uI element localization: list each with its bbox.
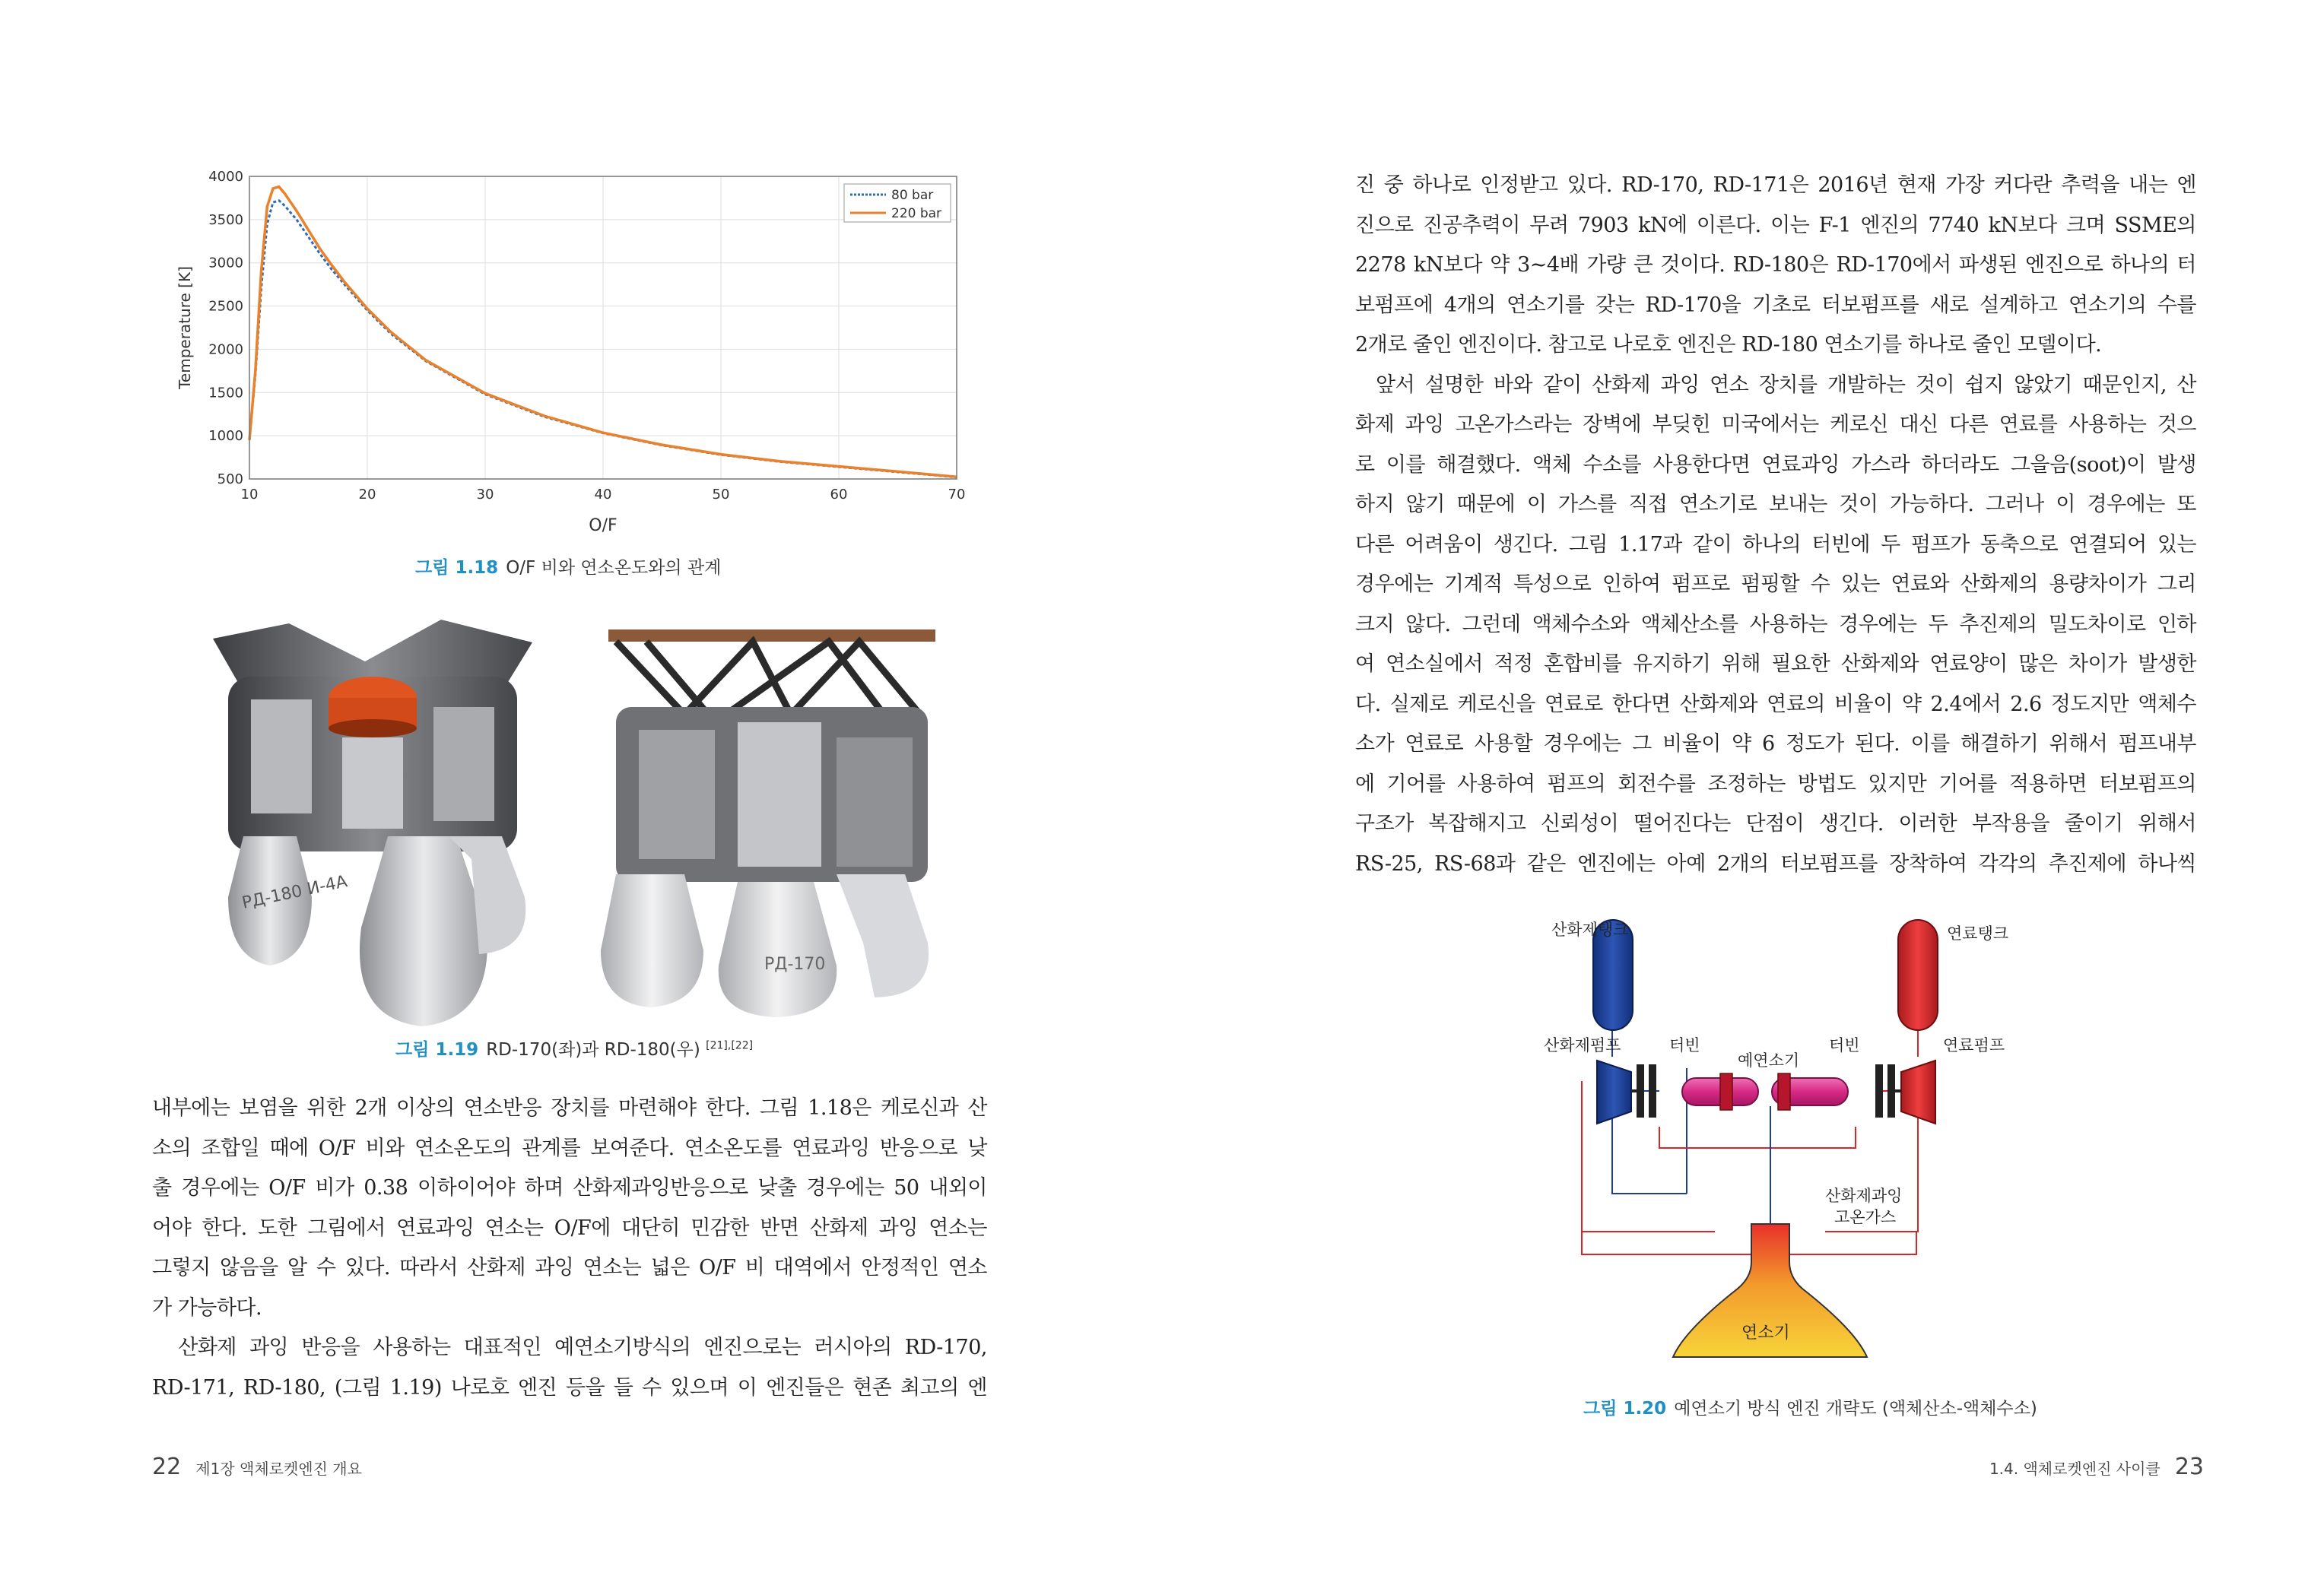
y-tick-label: 3500 bbox=[208, 211, 243, 228]
preburner-engine-schematic bbox=[1521, 905, 2053, 1361]
x-axis-label: O/F bbox=[589, 516, 618, 535]
paragraph bbox=[152, 1328, 987, 1408]
y-tick-label: 4000 bbox=[208, 169, 243, 185]
text-line: 하지 않기 때문에 이 가스를 직접 연소기로 보내는 것이 가능하다. 그러나 이 경우에는 또 bbox=[1355, 493, 2196, 516]
nozzle-marking: РД-180 И-4А bbox=[240, 872, 349, 913]
x-tick-label: 40 bbox=[594, 487, 612, 503]
text-line: 에 기어를 사용하여 펌프의 회전수를 조정하는 방법도 있지만 기어를 적용하면 터보펌프의 bbox=[1355, 772, 2196, 796]
text-line: 로 이를 해결했다. 액체 수소를 사용한다면 연료과잉 가스라 하더라도 그을음(soot)이 발생 bbox=[1355, 452, 2196, 477]
right-footer bbox=[1989, 1454, 2204, 1480]
hot-gas-label-2: 고온가스 bbox=[1834, 1208, 1897, 1226]
y-tick-label: 500 bbox=[217, 471, 243, 487]
x-tick-label: 20 bbox=[358, 487, 376, 503]
of-temperature-chart bbox=[175, 167, 989, 547]
page-number: 23 bbox=[2174, 1454, 2204, 1480]
text-line: 가 가능하다. bbox=[152, 1295, 262, 1320]
chart-legend bbox=[844, 184, 951, 222]
caption-number: 그림 1.18 bbox=[415, 558, 499, 578]
caption-number: 그림 1.19 bbox=[395, 1040, 479, 1060]
paragraph bbox=[1355, 166, 2196, 366]
rd180-photo bbox=[601, 623, 943, 1019]
right-page bbox=[1162, 0, 2324, 1576]
nozzle-marking-rd: РД-170 bbox=[764, 955, 826, 974]
text-line: 어야 한다. 도한 그림에서 연료과잉 연소는 O/F에 대단히 민감한 반면 산화제 과잉 연소는 bbox=[152, 1216, 987, 1240]
left-body-text bbox=[152, 1089, 987, 1408]
x-tick-label: 60 bbox=[830, 487, 848, 503]
y-tick-label: 3000 bbox=[208, 255, 243, 271]
y-axis-label: Temperature [K] bbox=[176, 266, 194, 389]
text-line: 화제 과잉 고온가스라는 장벽에 부딪힌 미국에서는 케로신 대신 다른 연료를 사용하는 것으 bbox=[1355, 413, 2196, 436]
text-line: 구조가 복잡해지고 신뢰성이 떨어진다는 단점이 생긴다. 이러한 부작용을 줄이기 위해서 bbox=[1355, 812, 2196, 836]
text-line: 앞서 설명한 바와 같이 산화제 과잉 연소 장치를 개발하는 것이 쉽지 않았기 때문인지, 산 bbox=[1355, 373, 2196, 397]
y-tick-label: 2000 bbox=[208, 341, 243, 358]
caption-text: RD-170(좌)과 RD-180(우) bbox=[486, 1040, 700, 1060]
text-line: 내부에는 보염을 위한 2개 이상의 연소반응 장치를 마련해야 한다. 그림 1.18은 케로신과 산 bbox=[152, 1096, 987, 1120]
paragraph bbox=[1355, 366, 2196, 885]
legend-220bar: 220 bar bbox=[891, 206, 942, 221]
x-tick-label: 10 bbox=[240, 487, 259, 503]
text-line: 다. 실제로 케로신을 연료로 한다면 산화제와 연료의 비율이 약 2.4에서 2.6 정도지만 액체수 bbox=[1355, 692, 2196, 716]
text-line: 2278 kN보다 약 3~4배 가량 큰 것이다. RD-180은 RD-170에서 파생된 엔진으로 하나의 터 bbox=[1355, 253, 2196, 277]
text-line: 경우에는 기계적 특성으로 인하여 펌프로 펌핑할 수 있는 연료와 산화제의 용량차이가 그리 bbox=[1355, 572, 2196, 596]
x-tick-label: 50 bbox=[712, 487, 730, 503]
text-line: 출 경우에는 O/F 비가 0.38 이하이어야 하며 산화제과잉반응으로 낮출 경우에는 50 내외이 bbox=[152, 1176, 987, 1200]
page-number: 22 bbox=[152, 1454, 182, 1480]
text-line: 산화제 과잉 반응을 사용하는 대표적인 예연소기방식의 엔진으로는 러시아의 RD-170, bbox=[152, 1336, 987, 1359]
text-line: 크지 않다. 그런데 액체수소와 액체산소를 사용하는 경우에는 두 추진제의 밀도차이로 인하 bbox=[1355, 612, 2196, 636]
rd170-photo bbox=[198, 608, 548, 1034]
fuel-pump bbox=[1901, 1061, 1935, 1124]
y-tick-label: 1000 bbox=[208, 428, 243, 445]
turbine-left bbox=[1637, 1064, 1644, 1118]
text-line: 소의 조합일 때에 O/F 비와 연소온도의 관계를 보여준다. 연소온도를 연료과잉 반응으로 낮 bbox=[152, 1136, 987, 1160]
text-line: RS-25, RS-68과 같은 엔진에는 아예 2개의 터보펌프를 장착하여 각각의 추진제에 하나씩 bbox=[1355, 851, 2196, 876]
oxidizer-tank-label: 산화제탱크 bbox=[1551, 921, 1629, 939]
fuel-tank bbox=[1898, 920, 1938, 1030]
text-line: 다른 어려움이 생긴다. 그림 1.17과 같이 하나의 터빈에 두 펌프가 동축으로 연결되어 있는 bbox=[1355, 532, 2196, 557]
combustor-label: 연소기 bbox=[1741, 1324, 1790, 1343]
caption-reference: [21],[22] bbox=[706, 1039, 754, 1052]
turbine-right bbox=[1875, 1064, 1883, 1118]
running-head: 1.4. 액체로켓엔진 사이클 bbox=[1989, 1460, 2160, 1478]
oxidizer-pump bbox=[1597, 1061, 1631, 1124]
fuel-pump-label: 연료펌프 bbox=[1943, 1036, 2005, 1054]
caption-text: 예연소기 방식 엔진 개략도 (액체산소-액체수소) bbox=[1674, 1399, 2037, 1419]
hot-gas-label-1: 산화제과잉 bbox=[1825, 1187, 1903, 1205]
paragraph bbox=[152, 1089, 987, 1328]
caption-number: 그림 1.20 bbox=[1583, 1399, 1667, 1419]
turbine-right-label: 터빈 bbox=[1829, 1036, 1860, 1054]
x-tick-label: 30 bbox=[476, 487, 494, 503]
text-line: RD-171, RD-180, (그림 1.19) 나로호 엔진 등을 들 수 있으며 이 엔진들은 현존 최고의 엔 bbox=[152, 1375, 987, 1400]
figure-1-18-caption bbox=[415, 553, 721, 579]
y-tick-label: 1500 bbox=[208, 385, 243, 401]
text-line: 2개로 줄인 엔진이다. 참고로 나로호 엔진은 RD-180 연소기를 하나로 줄인 모델이다. bbox=[1355, 333, 2102, 357]
text-line: 소가 연료로 사용할 경우에는 그 비율이 약 6 정도가 된다. 이를 해결하기 위해서 펌프내부 bbox=[1355, 732, 2196, 756]
caption-text: O/F 비와 연소온도와의 관계 bbox=[506, 558, 722, 578]
fuel-tank-label: 연료탱크 bbox=[1947, 924, 2009, 943]
y-tick-label: 2500 bbox=[208, 298, 243, 315]
left-footer bbox=[152, 1454, 362, 1480]
text-line: 여 연소실에서 적정 혼합비를 유지하기 위해 필요한 산화제와 연료양이 많은 차이가 발생한 bbox=[1355, 652, 2196, 676]
preburner-label: 예연소기 bbox=[1738, 1051, 1800, 1070]
text-line: 그렇지 않음을 알 수 있다. 따라서 산화제 과잉 연소는 넓은 O/F 비 대역에서 안정적인 연소 bbox=[152, 1256, 987, 1280]
legend-80bar: 80 bar bbox=[891, 188, 934, 203]
oxidizer-pump-label: 산화제펌프 bbox=[1544, 1036, 1621, 1054]
text-line: 보펌프에 4개의 연소기를 갖는 RD-170을 기초로 터보펌프를 새로 설계하고 연소기의 수를 bbox=[1355, 293, 2196, 317]
x-tick-label: 70 bbox=[948, 487, 966, 503]
figure-1-20-caption bbox=[1583, 1394, 2037, 1419]
figure-1-19-caption bbox=[395, 1035, 753, 1061]
right-body-text bbox=[1355, 166, 2196, 884]
turbine-left-label: 터빈 bbox=[1669, 1036, 1700, 1054]
text-line: 진으로 진공추력이 무려 7903 kN에 이른다. 이는 F-1 엔진의 7740 kN보다 크며 SSME의 bbox=[1355, 213, 2196, 237]
running-head: 제1장 액체로켓엔진 개요 bbox=[195, 1460, 362, 1478]
text-line: 진 중 하나로 인정받고 있다. RD-170, RD-171은 2016년 현재 가장 커다란 추력을 내는 엔 bbox=[1355, 173, 2196, 197]
